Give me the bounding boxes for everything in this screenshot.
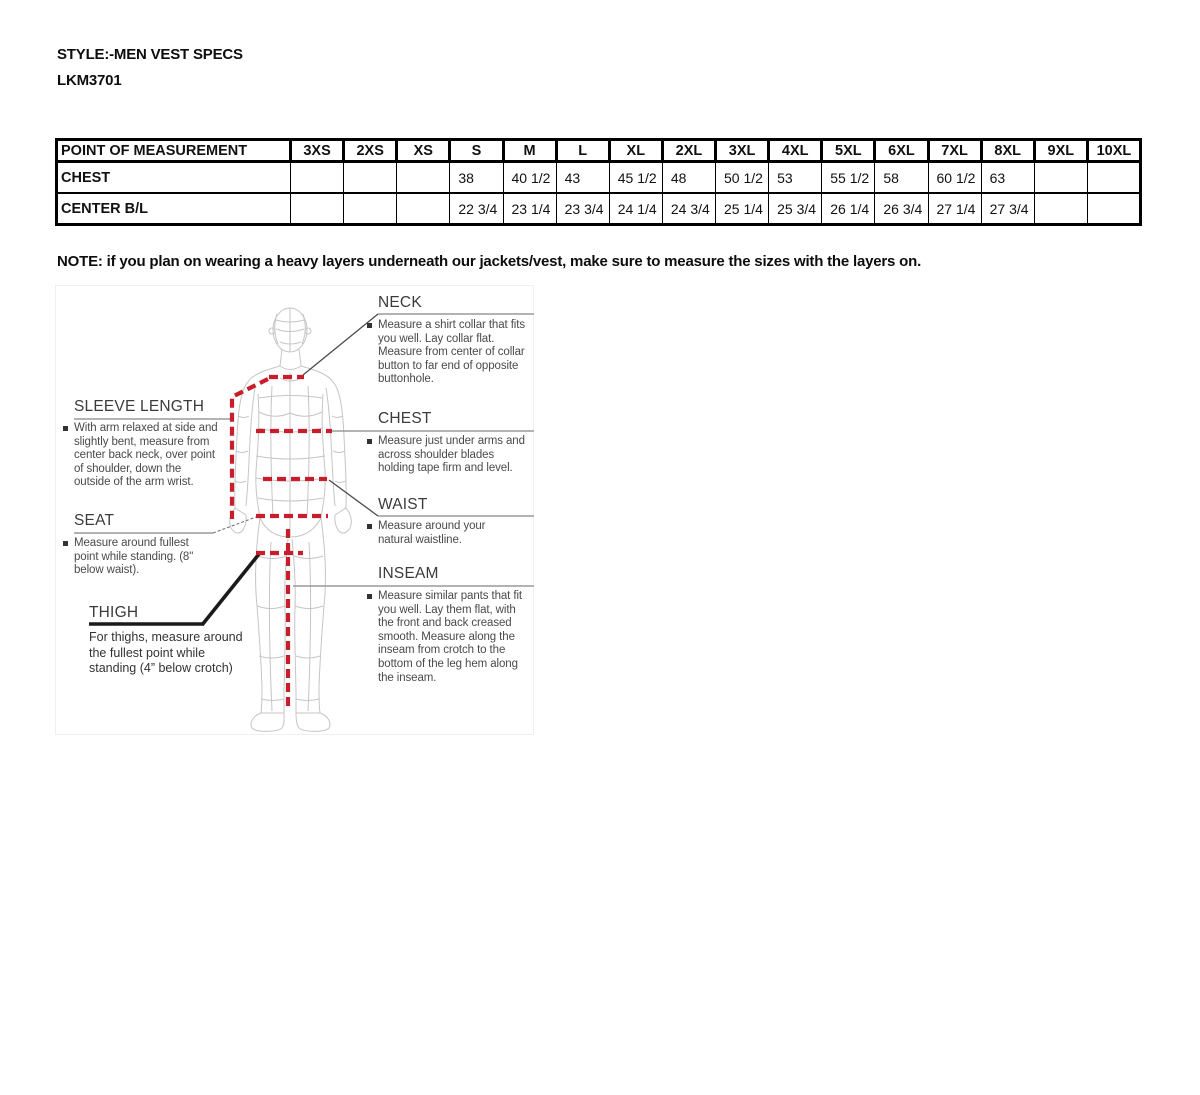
table-cell: 27 1/4 xyxy=(928,193,981,225)
bullet-icon xyxy=(63,541,68,546)
table-cell: 26 3/4 xyxy=(875,193,928,225)
table-header-cell: XS xyxy=(397,140,450,162)
bullet-icon xyxy=(367,594,372,599)
row-label: CHEST xyxy=(57,162,291,194)
thigh-section-text: For thighs, measure around the fullest point while standing (4” below crotch) xyxy=(89,630,243,675)
table-header-cell: XL xyxy=(609,140,662,162)
table-cell xyxy=(344,193,397,225)
table-cell: 38 xyxy=(450,162,503,194)
table-cell: 26 1/4 xyxy=(822,193,875,225)
table-header-cell: 3XS xyxy=(291,140,344,162)
table-cell: 24 3/4 xyxy=(662,193,715,225)
table-header-cell: 2XS xyxy=(344,140,397,162)
table-header-cell: 8XL xyxy=(981,140,1034,162)
table-cell xyxy=(397,193,450,225)
bullet-icon xyxy=(63,426,68,431)
table-cell xyxy=(291,193,344,225)
table-cell xyxy=(291,162,344,194)
neck-section-text: Measure a shirt collar that fits you well. Lay collar flat. Measure from center of collar button to far end of opposite buttonhole. xyxy=(378,319,525,386)
table-cell xyxy=(1034,162,1087,194)
style-code: LKM3701 xyxy=(57,72,122,89)
table-header-cell: 4XL xyxy=(769,140,822,162)
chest-section-desc xyxy=(367,435,527,476)
thigh-section-title: THIGH xyxy=(89,604,139,621)
table-cell xyxy=(344,162,397,194)
table-row-center-bl xyxy=(57,193,1141,225)
neck-section-title: NECK xyxy=(378,294,422,311)
table-cell xyxy=(1034,193,1087,225)
size-spec-table xyxy=(55,138,1142,226)
table-cell xyxy=(1087,193,1140,225)
table-cell: 63 xyxy=(981,162,1034,194)
bullet-icon xyxy=(367,323,372,328)
inseam-section-title: INSEAM xyxy=(378,565,439,582)
table-header-cell: POINT OF MEASUREMENT xyxy=(57,140,291,162)
table-cell: 22 3/4 xyxy=(450,193,503,225)
waist-section-title: WAIST xyxy=(378,496,428,513)
table-row-chest xyxy=(57,162,1141,194)
table-header-cell: 3XL xyxy=(716,140,769,162)
table-cell xyxy=(1087,162,1140,194)
waist-section-desc xyxy=(367,520,502,547)
table-cell: 43 xyxy=(556,162,609,194)
table-header-cell: 10XL xyxy=(1087,140,1140,162)
table-cell xyxy=(397,162,450,194)
row-label: CENTER B/L xyxy=(57,193,291,225)
table-cell: 55 1/2 xyxy=(822,162,875,194)
table-cell: 23 1/4 xyxy=(503,193,556,225)
note-text: NOTE: if you plan on wearing a heavy layers underneath our jackets/vest, make sure to measure the sizes with the layers on. xyxy=(57,253,922,270)
table-cell: 25 1/4 xyxy=(716,193,769,225)
neck-section-desc xyxy=(367,319,527,387)
seat-section-title: SEAT xyxy=(74,512,115,529)
inseam-section-desc xyxy=(367,590,527,685)
table-cell: 48 xyxy=(662,162,715,194)
table-cell: 45 1/2 xyxy=(609,162,662,194)
sleeve-length-section-text: With arm relaxed at side and slightly bent, measure from center back neck, over point of shoulder, down the outside of the arm wrist. xyxy=(74,422,218,489)
table-header-cell: 5XL xyxy=(822,140,875,162)
table-cell: 58 xyxy=(875,162,928,194)
inseam-section-text: Measure similar pants that fit you well. Lay them flat, with the front and back creased smooth. Measure along the inseam from crotch to the bottom of the leg hem along the inseam. xyxy=(378,590,523,684)
table-header-cell: 2XL xyxy=(662,140,715,162)
sleeve-length-section-title: SLEEVE LENGTH xyxy=(74,398,205,415)
chest-section-title: CHEST xyxy=(378,410,432,427)
table-cell: 25 3/4 xyxy=(769,193,822,225)
table-cell: 50 1/2 xyxy=(716,162,769,194)
table-header-cell: 9XL xyxy=(1034,140,1087,162)
table-cell: 24 1/4 xyxy=(609,193,662,225)
bullet-icon xyxy=(367,524,372,529)
table-cell: 60 1/2 xyxy=(928,162,981,194)
table-cell: 40 1/2 xyxy=(503,162,556,194)
table-header-cell: 6XL xyxy=(875,140,928,162)
table-cell: 27 3/4 xyxy=(981,193,1034,225)
table-header-cell: L xyxy=(556,140,609,162)
seat-section-text: Measure around fullest point while standing. (8" below waist). xyxy=(74,537,194,577)
table-cell: 23 3/4 xyxy=(556,193,609,225)
seat-section-desc xyxy=(63,537,198,578)
bullet-icon xyxy=(367,439,372,444)
sleeve-length-section-desc xyxy=(63,422,218,490)
waist-section-text: Measure around your natural waistline. xyxy=(378,520,486,546)
table-header-row xyxy=(57,140,1141,162)
style-title: STYLE:-MEN VEST SPECS xyxy=(57,46,243,63)
table-header-cell: S xyxy=(450,140,503,162)
thigh-section-desc xyxy=(89,630,254,677)
table-header-cell: M xyxy=(503,140,556,162)
table-cell: 53 xyxy=(769,162,822,194)
table-header-cell: 7XL xyxy=(928,140,981,162)
chest-section-text: Measure just under arms and across shoulder blades holding tape firm and level. xyxy=(378,435,525,475)
measurement-diagram xyxy=(55,285,534,735)
